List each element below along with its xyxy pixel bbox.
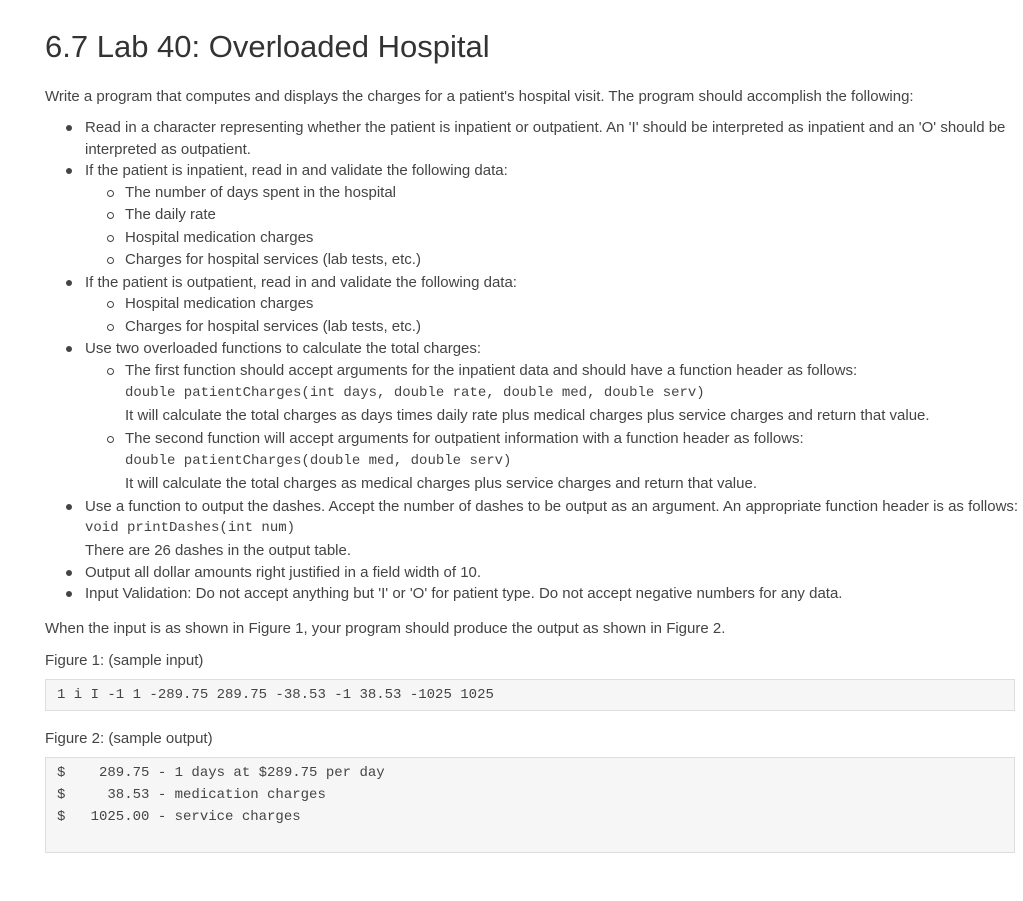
sub-list-item-text: The first function should accept arguments for the inpatient data and should have a function header as follows:: [125, 361, 858, 379]
sub-list-item: Charges for hospital services (lab tests, etc.): [125, 316, 1023, 339]
list-item: [85, 272, 1023, 339]
list-item-text: Use a function to output the dashes. Accept the number of dashes to be output as an argument. An appropriate function header is as follows:: [85, 497, 1019, 515]
sub-list-item: Hospital medication charges: [125, 227, 1023, 250]
sub-list-item: Charges for hospital services (lab tests, etc.): [125, 249, 1023, 272]
list-item-text: Read in a character representing whether the patient is inpatient or outpatient. An 'I' should be interpreted as inpatient and an 'O' should be interpreted as outpatient.: [85, 119, 1006, 158]
sub-list-item: The number of days spent in the hospital: [125, 182, 1023, 205]
intro-text: Write a program that computes and displays the charges for a patient's hospital visit. The program should accomplish the following:: [45, 88, 914, 105]
code-snippet: double patientCharges(int days, double rate, double med, double serv): [125, 385, 705, 401]
figure2-label: Figure 2: (sample output): [45, 729, 213, 747]
sub-list-item-note: It will calculate the total charges as days times daily rate plus medical charges plus service charges and return that value.: [125, 407, 930, 424]
list-item-note: There are 26 dashes in the output table.: [85, 542, 352, 559]
inpatient-data-list: [85, 182, 1023, 272]
overloaded-functions-list: [85, 360, 1023, 496]
sample-input-box: 1 i I -1 1 -289.75 289.75 -38.53 -1 38.53 -1025 1025: [45, 679, 1015, 711]
figure1-label: Figure 1: (sample input): [45, 651, 204, 669]
list-item-text: If the patient is outpatient, read in and validate the following data:: [85, 273, 517, 291]
list-item-text: Input Validation: Do not accept anything but 'I' or 'O' for patient type. Do not accept negative numbers for any data.: [85, 585, 843, 602]
sub-list-item-text: The second function will accept arguments for outpatient information with a function header as follows:: [125, 429, 804, 447]
figure-intro-text: When the input is as shown in Figure 1, your program should produce the output as shown in Figure 2.: [45, 619, 726, 637]
output-line: $ 289.75 - 1 days at $289.75 per day: [57, 764, 385, 781]
sub-list-item: Hospital medication charges: [125, 293, 1023, 316]
page-title: 6.7 Lab 40: Overloaded Hospital: [45, 29, 490, 64]
code-snippet: double patientCharges(double med, double serv): [125, 453, 512, 469]
list-item-text: If the patient is inpatient, read in and validate the following data:: [85, 162, 508, 179]
list-item: [85, 117, 1023, 160]
sub-list-item: The daily rate: [125, 204, 1023, 227]
list-item: [85, 338, 1023, 496]
list-item-text: Use two overloaded functions to calculate the total charges:: [85, 340, 482, 357]
sub-list-item: [125, 360, 1023, 428]
list-item: [85, 160, 1023, 272]
outpatient-data-list: [85, 293, 1023, 338]
list-item: [85, 496, 1023, 562]
sub-list-item: [125, 428, 1023, 496]
code-snippet: void printDashes(int num): [85, 520, 296, 536]
sample-output-box: [45, 757, 1015, 853]
list-item: [85, 562, 1023, 584]
output-line: $ 38.53 - medication charges: [57, 786, 326, 803]
sub-list-item-note: It will calculate the total charges as medical charges plus service charges and return that value.: [125, 475, 757, 492]
requirements-list: [45, 117, 1023, 605]
output-line: $ 1025.00 - service charges: [57, 808, 301, 825]
list-item-text: Output all dollar amounts right justified in a field width of 10.: [85, 563, 482, 581]
list-item: [85, 583, 1023, 605]
